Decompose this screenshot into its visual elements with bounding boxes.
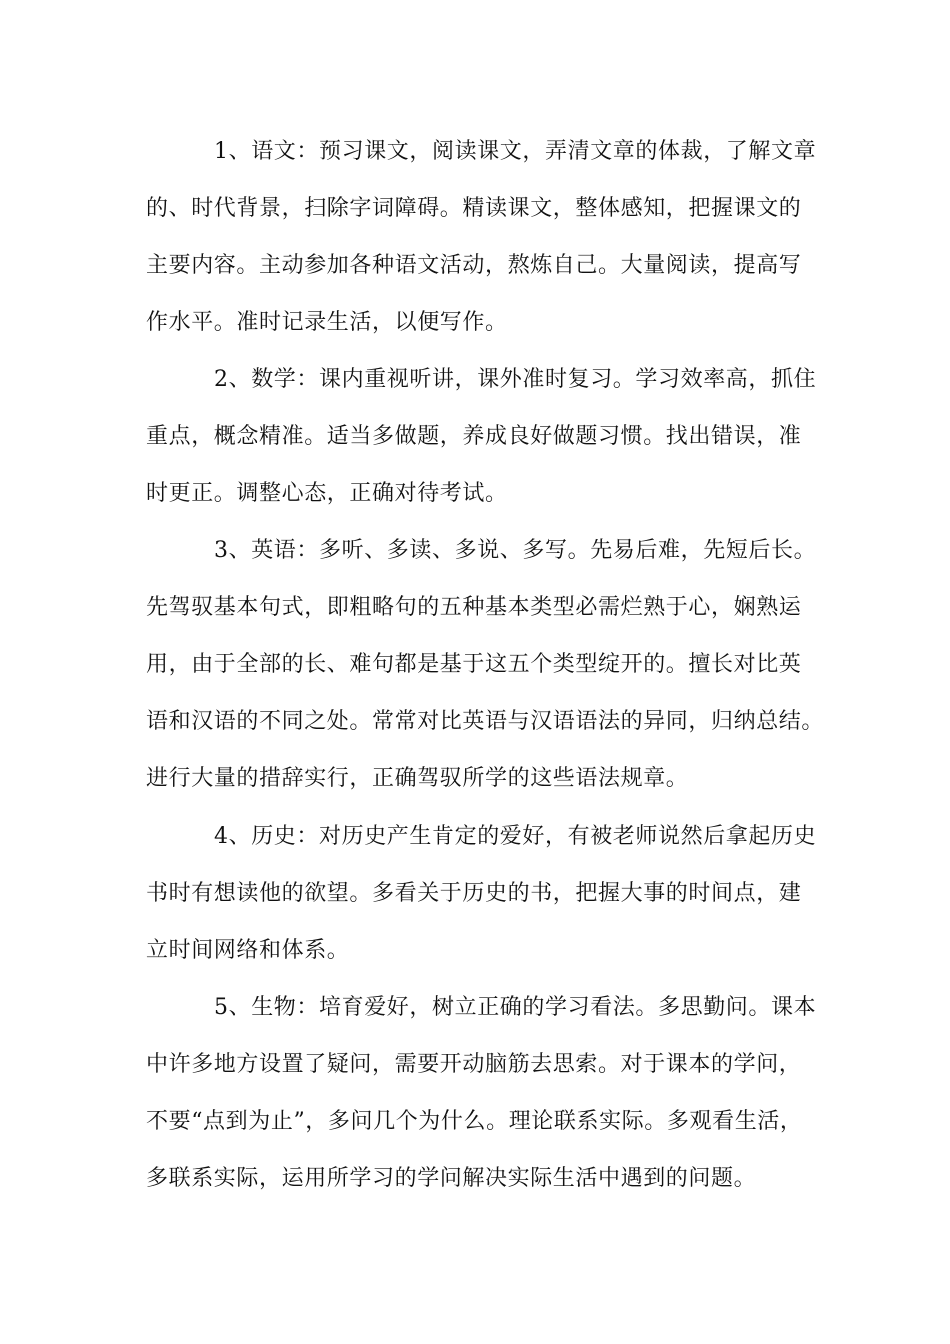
paragraph-line: 主要内容。主动参加各种语文活动，熬炼自己。大量阅读，提高写 (146, 253, 802, 278)
paragraph-line: 4、历史：对历史产生肯定的爱好，有被老师说然后拿起历史 (214, 824, 817, 849)
paragraph-line: 语和汉语的不同之处。常常对比英语与汉语语法的异同，归纳总结。 (146, 709, 825, 734)
paragraph-line: 书时有想读他的欲望。多看关于历史的书，把握大事的时间点，建 (146, 881, 802, 906)
paragraph-line: 先驾驭基本句式，即粗略句的五种基本类型必需烂熟于心，娴熟运 (146, 595, 802, 620)
paragraph-line: 立时间网络和体系。 (146, 938, 350, 963)
paragraph-line: 时更正。调整心态，正确对待考试。 (146, 481, 508, 506)
paragraph-line: 不要“点到为止”，多问几个为什么。理论联系实际。多观看生活， (146, 1109, 803, 1134)
paragraph-line: 进行大量的措辞实行，正确驾驭所学的这些语法规章。 (146, 766, 689, 791)
paragraph-line: 2、数学：课内重视听讲，课外准时复习。学习效率高，抓住 (214, 367, 817, 392)
paragraph-line: 作水平。准时记录生活，以便写作。 (146, 310, 508, 335)
paragraph-line: 中许多地方设置了疑问，需要开动脑筋去思索。对于课本的学问， (146, 1052, 802, 1077)
paragraph-line: 5、生物：培育爱好，树立正确的学习看法。多思勤问。课本 (214, 995, 817, 1020)
paragraph-line: 的、时代背景，扫除字词障碍。精读课文，整体感知，把握课文的 (146, 196, 802, 221)
paragraph-line: 1、语文：预习课文，阅读课文，弄清文章的体裁，了解文章 (214, 139, 817, 164)
paragraph-line: 用，由于全部的长、难句都是基于这五个类型绽开的。擅长对比英 (146, 652, 802, 677)
paragraph-line: 3、英语：多听、多读、多说、多写。先易后难，先短后长。 (214, 538, 817, 563)
paragraph-line: 多联系实际，运用所学习的学问解决实际生活中遇到的问题。 (146, 1166, 757, 1191)
paragraph-line: 重点，概念精准。适当多做题，养成良好做题习惯。找出错误，准 (146, 424, 802, 449)
